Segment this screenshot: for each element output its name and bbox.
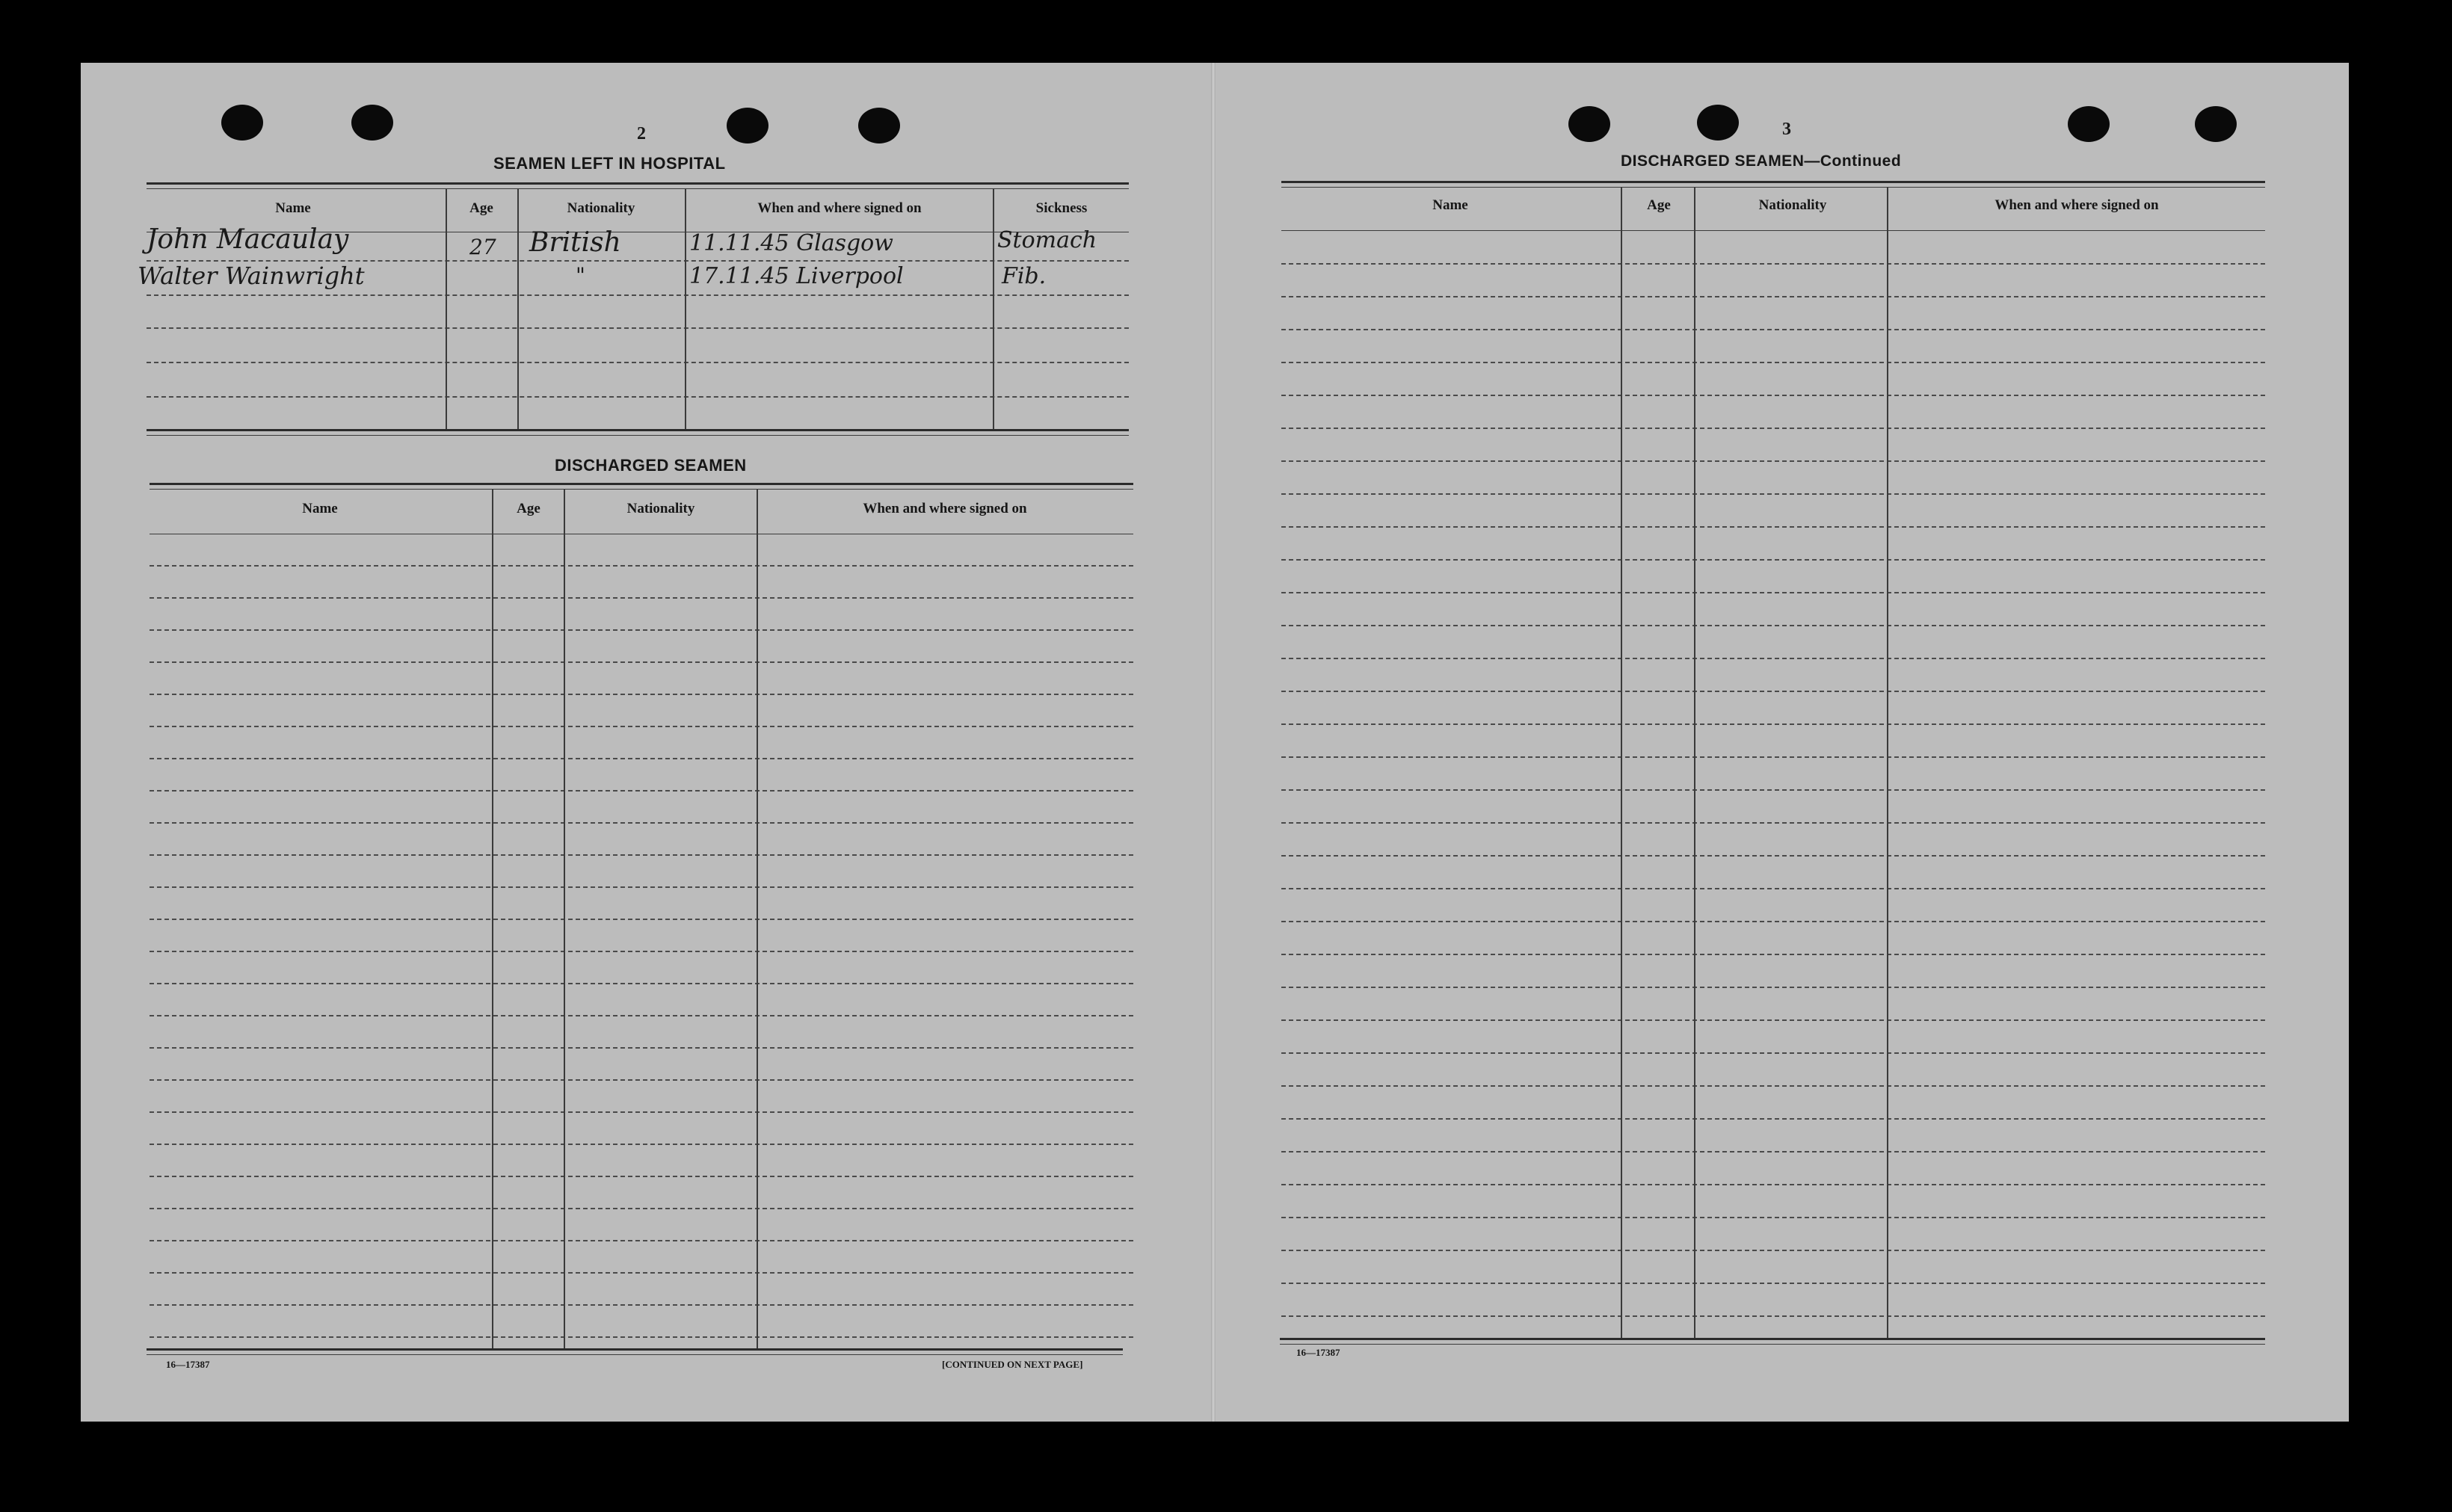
hospital-table-bottom-rule: [147, 429, 1129, 431]
ruled-row-line: [150, 1336, 1133, 1338]
ruled-row-line: [1281, 362, 2265, 363]
left-page-number: 2: [637, 124, 646, 144]
ruled-row-line: [1281, 921, 2265, 922]
discharged-header-nationality: Nationality: [626, 501, 695, 516]
right-form-number: 16—17387: [1296, 1347, 1340, 1358]
discharged-section-title: DISCHARGED SEAMEN: [555, 456, 747, 475]
hospital-col-divider: [517, 188, 519, 429]
right-col-divider: [1694, 187, 1695, 1338]
hospital-header-signed-on: When and where signed on: [757, 200, 922, 216]
punch-hole: [351, 105, 393, 141]
ruled-row-line: [150, 597, 1133, 599]
hospital-col-divider: [993, 188, 994, 429]
ruled-row-line: [150, 790, 1133, 792]
hospital-row-2-sickness: Fib.: [1002, 263, 1047, 289]
ruled-row-line: [150, 661, 1133, 663]
hospital-row-1-sickness: Stomach: [997, 227, 1097, 253]
hospital-row-rule: [147, 362, 1129, 363]
ruled-row-line: [150, 1176, 1133, 1177]
hospital-row-1-nationality: British: [529, 227, 621, 258]
hospital-header-age: Age: [469, 200, 493, 216]
discharged-table-bottom-rule: [147, 1348, 1123, 1351]
right-header-age: Age: [1647, 197, 1671, 213]
ruled-row-line: [1281, 822, 2265, 824]
punch-hole: [1697, 105, 1739, 141]
right-col-divider: [1887, 187, 1888, 1338]
ruled-row-line: [1281, 789, 2265, 791]
hospital-row-rule: [147, 396, 1129, 398]
ruled-row-line: [1281, 1315, 2265, 1317]
ruled-row-line: [1281, 526, 2265, 528]
ruled-row-line: [150, 854, 1133, 856]
right-table-bottom-rule-2: [1280, 1344, 2265, 1345]
ruled-row-line: [1281, 658, 2265, 659]
right-table-top-rule: [1281, 181, 2265, 183]
right-table-bottom-rule: [1280, 1338, 2265, 1340]
hospital-row-1-age: 27: [469, 235, 496, 259]
ruled-row-line: [1281, 1217, 2265, 1218]
ruled-row-line: [150, 1047, 1133, 1049]
right-header-nationality: Nationality: [1758, 197, 1827, 213]
hospital-row-2-nationality: ": [576, 263, 585, 288]
right-header-signed-on: When and where signed on: [1994, 197, 2159, 213]
ruled-row-line: [150, 629, 1133, 631]
ruled-row-line: [1281, 691, 2265, 692]
right-table-top-rule-2: [1281, 187, 2265, 188]
page-fold: [1211, 63, 1216, 1422]
hospital-row-1-signed-on: 11.11.45 Glasgow: [689, 230, 893, 256]
discharged-col-divider: [564, 489, 565, 1348]
ruled-row-line: [150, 1240, 1133, 1241]
ruled-row-line: [1281, 1151, 2265, 1152]
hospital-col-divider: [685, 188, 686, 429]
ruled-row-line: [1281, 954, 2265, 955]
hospital-row-2-signed-on: 17.11.45 Liverpool: [689, 263, 904, 289]
punch-hole: [1568, 106, 1610, 142]
ruled-row-line: [1281, 1184, 2265, 1185]
ruled-row-line: [150, 694, 1133, 695]
discharged-header-signed-on: When and where signed on: [863, 501, 1027, 516]
ruled-row-line: [1281, 263, 2265, 265]
ruled-row-line: [150, 1208, 1133, 1209]
ruled-row-line: [1281, 1118, 2265, 1120]
ruled-row-line: [150, 758, 1133, 759]
ruled-row-line: [1281, 1250, 2265, 1251]
ruled-row-line: [1281, 888, 2265, 889]
continued-note: [CONTINUED ON NEXT PAGE]: [942, 1359, 1083, 1370]
right-header-name: Name: [1432, 197, 1468, 213]
ruled-row-line: [1281, 723, 2265, 725]
ruled-row-line: [1281, 1283, 2265, 1284]
ruled-row-line: [1281, 428, 2265, 429]
discharged-table-top-rule: [150, 483, 1133, 485]
ruled-row-line: [150, 951, 1133, 952]
ruled-row-line: [1281, 1019, 2265, 1021]
hospital-col-divider: [446, 188, 447, 429]
discharged-header-age: Age: [517, 501, 540, 516]
hospital-header-sickness: Sickness: [1035, 200, 1088, 216]
ruled-row-line: [150, 1304, 1133, 1306]
hospital-header-nationality: Nationality: [567, 200, 635, 216]
ruled-row-line: [1281, 493, 2265, 495]
ruled-row-line: [150, 1079, 1133, 1081]
hospital-row-rule: [147, 327, 1129, 329]
ruled-row-line: [150, 886, 1133, 888]
hospital-row-2-name: Walter Wainwright: [138, 262, 365, 290]
ruled-row-line: [150, 726, 1133, 727]
ruled-row-line: [150, 1144, 1133, 1145]
right-header-rule: [1281, 230, 2265, 231]
ruled-row-line: [1281, 855, 2265, 857]
punch-hole: [858, 108, 900, 144]
ruled-row-line: [1281, 592, 2265, 593]
ruled-row-line: [1281, 329, 2265, 330]
punch-hole: [727, 108, 768, 144]
ruled-row-line: [150, 1015, 1133, 1016]
ruled-row-line: [150, 983, 1133, 984]
ruled-row-line: [1281, 1085, 2265, 1087]
ruled-row-line: [150, 822, 1133, 824]
ruled-row-line: [1281, 395, 2265, 396]
right-page-number: 3: [1782, 120, 1791, 139]
ruled-row-line: [1281, 625, 2265, 626]
hospital-table-bottom-rule-2: [147, 435, 1129, 436]
left-form-number: 16—17387: [166, 1359, 210, 1370]
punch-hole: [221, 105, 263, 141]
punch-hole: [2195, 106, 2237, 142]
ruled-row-line: [150, 1272, 1133, 1274]
punch-hole: [2068, 106, 2110, 142]
right-col-divider: [1621, 187, 1622, 1338]
discharged-table-top-rule-2: [150, 489, 1133, 490]
ruled-row-line: [150, 1111, 1133, 1113]
hospital-row-1-name: John Macaulay: [147, 224, 349, 255]
ruled-row-line: [1281, 460, 2265, 462]
discharged-col-divider: [757, 489, 758, 1348]
hospital-table-top-rule: [147, 182, 1129, 185]
ruled-row-line: [1281, 756, 2265, 758]
discharged-header-name: Name: [302, 501, 338, 516]
ruled-row-line: [150, 565, 1133, 567]
ruled-row-line: [1281, 987, 2265, 988]
ruled-row-line: [1281, 296, 2265, 297]
hospital-header-name: Name: [275, 200, 311, 216]
right-section-title: DISCHARGED SEAMEN—Continued: [1621, 152, 1902, 170]
ruled-row-line: [1281, 1052, 2265, 1054]
discharged-table-bottom-rule-2: [147, 1354, 1123, 1355]
hospital-section-title: SEAMEN LEFT IN HOSPITAL: [493, 154, 726, 173]
hospital-table-top-rule-2: [147, 188, 1129, 189]
ruled-row-line: [1281, 559, 2265, 561]
ruled-row-line: [150, 919, 1133, 920]
hospital-row-rule: [147, 294, 1129, 296]
discharged-col-divider: [492, 489, 493, 1348]
